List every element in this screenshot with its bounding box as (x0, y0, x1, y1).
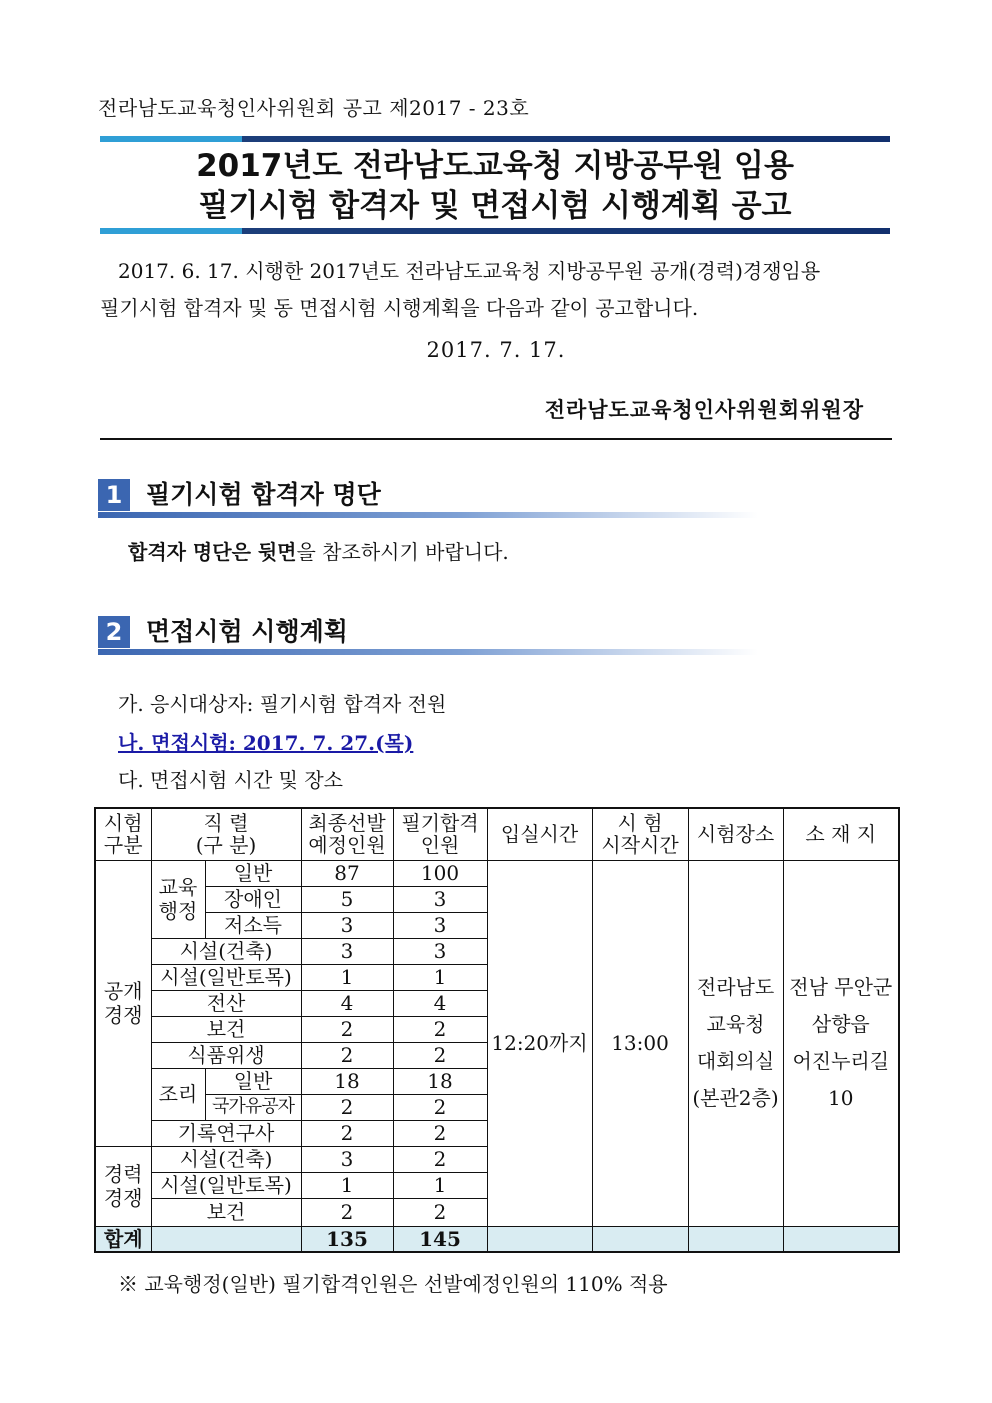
group-career-competition: 경력 경쟁 (95, 1146, 151, 1226)
address: 전남 무안군 삼향읍 어진누리길 10 (783, 860, 899, 1226)
passer-list-reference (128, 538, 509, 566)
intro-text-line2: 필기시험 합격자 및 동 면접시험 시행계획을 다음과 같이 공고합니다. (100, 296, 699, 320)
title-bar-top (100, 136, 890, 142)
row-planned: 2 (301, 1042, 393, 1068)
row-name: 국가유공자 (205, 1094, 301, 1120)
row-passed: 4 (393, 990, 487, 1016)
divider (100, 438, 892, 440)
row-planned: 4 (301, 990, 393, 1016)
total-blank (151, 1226, 301, 1252)
row-name: 일반 (205, 860, 301, 886)
row-name: 보건 (151, 1198, 301, 1226)
row-passed: 100 (393, 860, 487, 886)
row-name: 시설(일반토목) (151, 964, 301, 990)
start-time: 13:00 (592, 860, 688, 1226)
row-passed: 3 (393, 938, 487, 964)
passer-list-reference-bold: 합격자 명단은 뒷면 (128, 540, 297, 564)
row-planned: 1 (301, 964, 393, 990)
venue: 전라남도 교육청 대회의실 (본관2층) (688, 860, 783, 1226)
row-passed: 2 (393, 1146, 487, 1172)
row-planned: 2 (301, 1120, 393, 1146)
section-2-underline (98, 649, 758, 655)
row-name: 시설(건축) (151, 1146, 301, 1172)
row-planned: 5 (301, 886, 393, 912)
row-name: 일반 (205, 1068, 301, 1094)
row-name: 장애인 (205, 886, 301, 912)
total-blank (487, 1226, 592, 1252)
header-entry-time: 입실시간 (487, 808, 592, 860)
row-passed: 2 (393, 1016, 487, 1042)
row-planned: 3 (301, 912, 393, 938)
row-passed: 1 (393, 964, 487, 990)
total-planned: 135 (301, 1226, 393, 1252)
document-title-line2: 필기시험 합격자 및 면접시험 시행계획 공고 (198, 188, 792, 224)
notice-number: 전라남도교육청인사위원회 공고 제2017 - 23호 (98, 96, 530, 120)
header-planned: 최종선발 예정인원 (301, 808, 393, 860)
row-planned: 18 (301, 1068, 393, 1094)
row-planned: 2 (301, 1016, 393, 1042)
section-2-number: 2 (98, 616, 130, 648)
row-passed: 2 (393, 1120, 487, 1146)
signer: 전라남도교육청인사위원회위원장 (544, 397, 864, 422)
intro-text-line1: 2017. 6. 17. 시행한 2017년도 전라남도교육청 지방공무원 공개(경력)경쟁임용 (118, 259, 821, 283)
row-name: 저소득 (205, 912, 301, 938)
item-candidates: 가. 응시대상자: 필기시험 합격자 전원 (118, 692, 447, 716)
row-passed: 3 (393, 912, 487, 938)
entry-time: 12:20까지 (487, 860, 592, 1226)
notice-date: 2017. 7. 17. (426, 338, 566, 362)
row-name: 시설(일반토목) (151, 1172, 301, 1198)
table-row (95, 860, 899, 886)
total-blank (783, 1226, 899, 1252)
header-address: 소 재 지 (783, 808, 899, 860)
row-passed: 3 (393, 886, 487, 912)
interview-schedule-table (94, 807, 900, 1253)
row-planned: 3 (301, 938, 393, 964)
total-passed: 145 (393, 1226, 487, 1252)
row-passed: 18 (393, 1068, 487, 1094)
row-name: 시설(건축) (151, 938, 301, 964)
section-2-heading (98, 616, 758, 656)
subgroup-cook: 조리 (151, 1068, 205, 1120)
row-passed: 2 (393, 1094, 487, 1120)
header-start-time: 시 험 시작시간 (592, 808, 688, 860)
title-bar-bottom (100, 228, 890, 234)
row-name: 식품위생 (151, 1042, 301, 1068)
row-name: 전산 (151, 990, 301, 1016)
header-passed: 필기합격 인원 (393, 808, 487, 860)
subgroup-education-admin: 교육 행정 (151, 860, 205, 938)
section-1-title: 필기시험 합격자 명단 (146, 480, 381, 509)
section-1-number: 1 (98, 479, 130, 511)
passer-list-reference-rest: 을 참조하시기 바랍니다. (296, 540, 509, 564)
total-label: 합계 (95, 1226, 151, 1252)
row-planned: 3 (301, 1146, 393, 1172)
row-planned: 87 (301, 860, 393, 886)
row-name: 보건 (151, 1016, 301, 1042)
total-row (95, 1226, 899, 1252)
group-open-competition: 공개 경쟁 (95, 860, 151, 1146)
footnote: ※ 교육행정(일반) 필기합격인원은 선발예정인원의 110% 적용 (118, 1272, 668, 1296)
row-passed: 2 (393, 1042, 487, 1068)
item-interview-date: 나. 면접시험: 2017. 7. 27.(목) (118, 731, 414, 755)
total-blank (688, 1226, 783, 1252)
row-name: 기록연구사 (151, 1120, 301, 1146)
total-blank (592, 1226, 688, 1252)
section-1-underline (98, 512, 758, 518)
header-venue: 시험장소 (688, 808, 783, 860)
section-1-heading (98, 479, 758, 519)
row-planned: 1 (301, 1172, 393, 1198)
table-header-row (95, 808, 899, 860)
item-time-place: 다. 면접시험 시간 및 장소 (118, 768, 343, 792)
row-planned: 2 (301, 1094, 393, 1120)
row-planned: 2 (301, 1198, 393, 1226)
header-position: 직 렬 (구 분) (151, 808, 301, 860)
document-title-line1: 2017년도 전라남도교육청 지방공무원 임용 (196, 148, 794, 184)
row-passed: 2 (393, 1198, 487, 1226)
section-2-title: 면접시험 시행계획 (146, 617, 348, 646)
row-passed: 1 (393, 1172, 487, 1198)
header-category: 시험 구분 (95, 808, 151, 860)
